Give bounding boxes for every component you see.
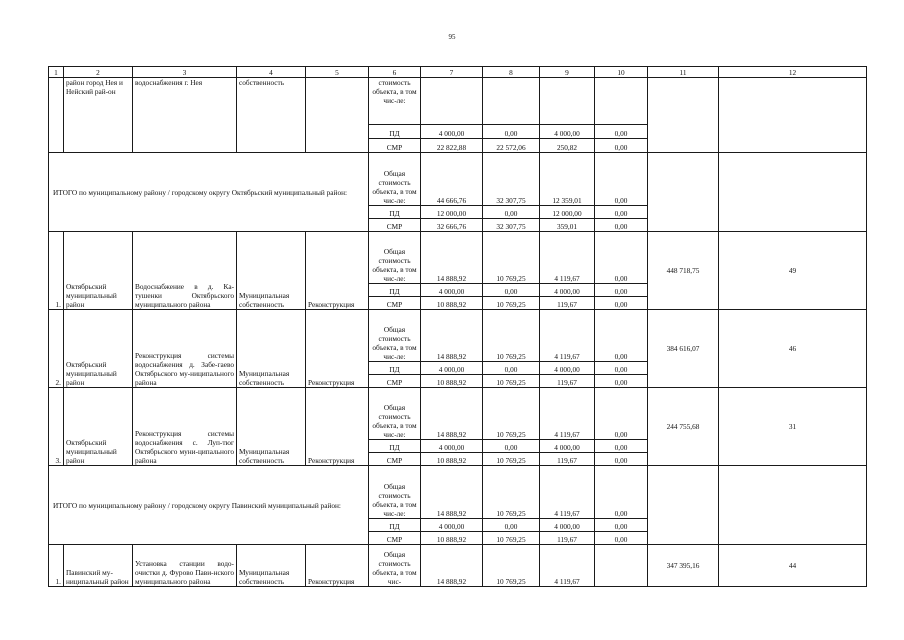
cell-10: 0,00 [595,519,648,532]
cell-10: 0,00 [595,466,648,519]
cell-8: 10 769,25 [483,532,540,545]
total-label: ИТОГО по муниципальному району / городскому округу Октябрьский муниципальный район: [49,153,369,232]
smr-label: СМР [369,532,421,545]
header-cell: 9 [540,67,595,78]
header-row [49,67,867,78]
cell-10: 0,00 [595,206,648,219]
object-cell: Водоснабжение в д. Ка-тушенки Октябрьского муниципального района [133,232,237,310]
table-row [49,388,867,440]
cell-8: 0,00 [483,284,540,297]
cost-label: Общая стоимость объекта, в том чис-ле: [369,466,421,519]
cell-7: 44 666,76 [421,153,483,206]
page-number: 95 [448,33,456,41]
ownership-cell: Муниципальная собственность [237,545,306,587]
cell-10: 0,00 [595,284,648,297]
header-cell: 12 [719,67,867,78]
cell-8: 10 769,25 [483,297,540,310]
cell-9: 4 000,00 [540,284,595,297]
work-type-cell: Реконструкция [306,388,369,466]
smr-label: СМР [369,139,421,153]
cell-8: 10 769,25 [483,453,540,466]
cell-7: 14 888,92 [421,388,483,440]
cell-10: 0,00 [595,219,648,232]
cell-7: 32 666,76 [421,219,483,232]
cell-8: 32 307,75 [483,219,540,232]
cell-8: 10 769,25 [483,310,540,362]
cell-7: 14 888,92 [421,545,483,587]
cell-12: 46 [719,310,867,388]
cell-10: 0,00 [595,310,648,362]
table-row [49,232,867,284]
cost-label: Общая стоимость объекта, в том чис-ле: [369,310,421,362]
cell-10: 0,00 [595,362,648,375]
smr-label: СМР [369,375,421,388]
work-type-cell: Реконструкция [306,232,369,310]
table-row [49,78,867,125]
smr-label: СМР [369,297,421,310]
cell-7: 10 888,92 [421,297,483,310]
cell-10: 0,00 [595,440,648,453]
object-cell: Реконструкция системы водоснабжения с. Луп-тюг Октябрьского муни-ципального района [133,388,237,466]
municipality-cell: Октябрьский муниципальный район [64,232,133,310]
cost-label: Общая стоимость объекта, в том чис-ле: [369,232,421,284]
header-cell: 11 [648,67,719,78]
cell-11: 347 395,16 [648,545,719,587]
total-row [49,153,867,206]
cell-9: 4 000,00 [540,125,595,139]
cell-7: 4 000,00 [421,519,483,532]
total-label: ИТОГО по муниципальному району / городскому округу Павинский муниципальный район: [49,466,369,545]
municipality-cell: Октябрьский муниципальный район [64,310,133,388]
cell-9: 12 000,00 [540,206,595,219]
smr-label: СМР [369,453,421,466]
cell-9: 4 119,67 [540,310,595,362]
cell-7: 14 888,92 [421,310,483,362]
cell-10: 0,00 [595,453,648,466]
municipality-cell: Октябрьский муниципальный район [64,388,133,466]
cell-10: 0,00 [595,388,648,440]
cell-8: 22 572,06 [483,139,540,153]
cell-8: 10 769,25 [483,375,540,388]
cost-label: Общая стоимость объекта, в том чис- [369,545,421,587]
row-number: 2. [49,310,64,388]
cell-8: 10 769,25 [483,545,540,587]
cell-8: 0,00 [483,362,540,375]
cell-9: 4 119,67 [540,545,595,587]
cell-11: 244 755,68 [648,388,719,466]
municipality-cell: Павинский му-ниципальный район [64,545,133,587]
header-cell: 2 [64,67,133,78]
cell-10: 0,00 [595,532,648,545]
cost-label: Общая стоимость объекта, в том чис-ле: [369,153,421,206]
cell-7: 14 888,92 [421,466,483,519]
ownership-cell: Муниципальная собственность [237,310,306,388]
cell-9: 4 000,00 [540,362,595,375]
cell-9: 4 119,67 [540,232,595,284]
cell-9: 250,82 [540,139,595,153]
header-cell: 10 [595,67,648,78]
cell-8: 0,00 [483,125,540,139]
cell-10: 0,00 [595,375,648,388]
cell-9: 119,67 [540,375,595,388]
header-cell: 3 [133,67,237,78]
cell-7: 10 888,92 [421,453,483,466]
cell-7: 10 888,92 [421,532,483,545]
table-row [49,545,867,587]
row-number: 3. [49,388,64,466]
header-cell: 4 [237,67,306,78]
cell-8: 0,00 [483,440,540,453]
cell-8: 10 769,25 [483,388,540,440]
cell-9: 4 119,67 [540,388,595,440]
object-cell: водоснабжения г. Нея [133,78,237,153]
cell-10: 0,00 [595,232,648,284]
cell-9: 119,67 [540,453,595,466]
cell-10: 0,00 [595,297,648,310]
cell-9: 359,01 [540,219,595,232]
header-cell: 7 [421,67,483,78]
work-type-cell: Реконструкция [306,310,369,388]
cell-7: 4 000,00 [421,284,483,297]
cell-7: 4 000,00 [421,440,483,453]
investment-table [48,66,867,587]
row-number: 1. [49,545,64,587]
pd-label: ПД [369,206,421,219]
object-cell: Реконструкция системы водоснабжения д. Забе-гаево Октябрьского му-ниципального района [133,310,237,388]
municipality-cell: район город Нея и Нейский рай-он [64,78,133,153]
cell-11: 448 718,75 [648,232,719,310]
cell-7: 4 000,00 [421,125,483,139]
header-cell: 1 [49,67,64,78]
cell-12: 44 [719,545,867,587]
cell-7: 22 822,88 [421,139,483,153]
cell-10: 0,00 [595,153,648,206]
table-row [49,310,867,362]
cell-9: 12 359,01 [540,153,595,206]
cell-8: 32 307,75 [483,153,540,206]
pd-label: ПД [369,519,421,532]
object-cell: Установка станции водо-очистки д. Фурово Пави-нского муниципального района [133,545,237,587]
cell-9: 4 000,00 [540,519,595,532]
header-cell: 6 [369,67,421,78]
ownership-cell: Муниципальная собственность [237,388,306,466]
smr-label: СМР [369,219,421,232]
cell-12: 31 [719,388,867,466]
cell-8: 10 769,25 [483,232,540,284]
cell-9: 4 000,00 [540,440,595,453]
pd-label: ПД [369,125,421,139]
ownership-cell: собственность [237,78,306,153]
cell-9: 119,67 [540,297,595,310]
pd-label: ПД [369,362,421,375]
header-cell: 8 [483,67,540,78]
pd-label: ПД [369,440,421,453]
cell-9: 119,67 [540,532,595,545]
cell-9: 4 119,67 [540,466,595,519]
cell-7: 10 888,92 [421,375,483,388]
ownership-cell: Муниципальная собственность [237,232,306,310]
row-number: 1. [49,232,64,310]
header-cell: 5 [306,67,369,78]
cell-7: 14 888,92 [421,232,483,284]
cell-8: 0,00 [483,519,540,532]
cell-11: 384 616,07 [648,310,719,388]
cell-7: 4 000,00 [421,362,483,375]
cost-label: стоимость объекта, в том чис-ле: [369,78,421,125]
cell-8: 10 769,25 [483,466,540,519]
work-type-cell: Реконструкция [306,545,369,587]
cell-10: 0,00 [595,139,648,153]
cell-12: 49 [719,232,867,310]
total-row [49,466,867,519]
pd-label: ПД [369,284,421,297]
cost-label: Общая стоимость объекта, в том чис-ле: [369,388,421,440]
cell-7: 12 000,00 [421,206,483,219]
cell-10: 0,00 [595,125,648,139]
cell-8: 0,00 [483,206,540,219]
